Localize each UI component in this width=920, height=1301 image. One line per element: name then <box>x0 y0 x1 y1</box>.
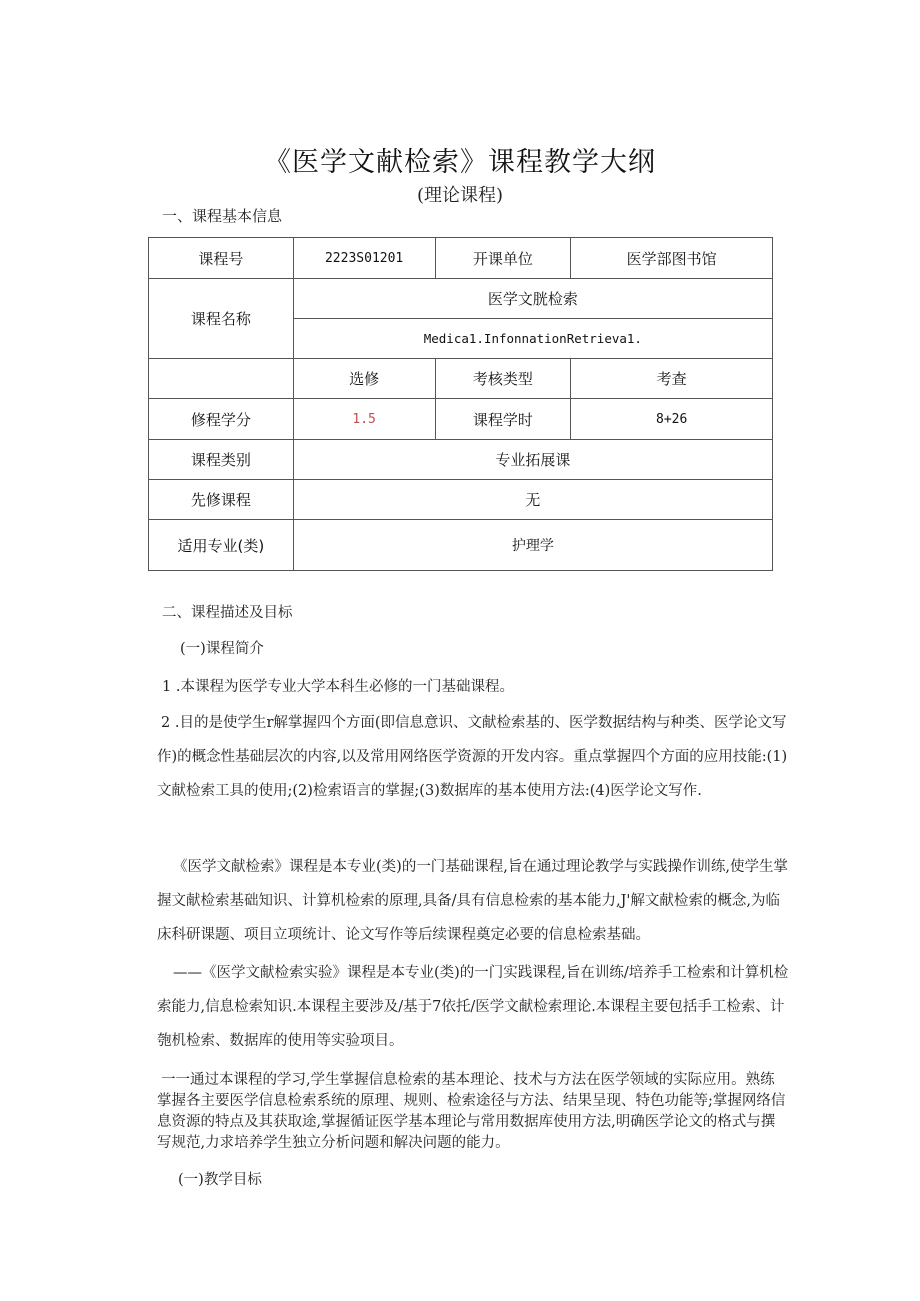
paragraph-1: 1 .本课程为医学专业大学本科生必修的一门基础课程。 <box>162 679 514 695</box>
table-row <box>149 480 773 520</box>
prereq-value: 无 <box>293 480 772 520</box>
major-value: 护理学 <box>293 520 772 571</box>
exam-type-value: 考查 <box>571 359 773 399</box>
table-row <box>149 359 773 399</box>
table-row <box>149 520 773 571</box>
paragraph-3: 《医学文献检索》课程是本专业(类)的一门基础课程,旨在通过理论教学与实践操作训练,使学生掌握文献检索基础知识、计算机检索的原理,具备/具有信息检索的基本能力,J'解文献检索的概念,为临床科研课题、项目立项统计、论文写作等后续课程奠定必要的信息检索基础。 <box>157 859 789 943</box>
category-value: 专业拓展课 <box>293 440 772 480</box>
section-heading-description: 二、课程描述及目标 <box>162 605 293 621</box>
course-no-value: 2223S01201 <box>293 238 435 279</box>
exam-type-label: 考核类型 <box>435 359 571 399</box>
doc-subtitle: (理论课程) <box>416 185 504 206</box>
empty-cell <box>149 359 294 399</box>
prereq-label: 先修课程 <box>149 480 294 520</box>
paragraph-2: 2 .目的是使学生r解掌握四个方面(即信息意识、文献检索基的、医学数据结构与种类、医学论文写作)的概念性基础层次的内容,以及常用网络医学资源的开发内容。重点掌握四个方面的应用技能:(1)文献检索工具的使用;(2)检索语言的掌握;(3)数据库的基本使用方法:(4)医学论文写作. <box>157 715 788 799</box>
hours-value: 8+26 <box>571 399 773 440</box>
credits-label: 修程学分 <box>149 399 294 440</box>
subsection-heading-intro: (一)课程简介 <box>180 641 264 657</box>
subsection-heading-objectives: (一)教学目标 <box>178 1172 262 1188</box>
course-name-cn: 医学文胱检索 <box>293 279 772 319</box>
paragraph-5: 一一通过本课程的学习,学生掌握信息检索的基本理论、技术与方法在医学领域的实际应用。熟练掌握各主要医学信息检索系统的原理、规则、检索途径与方法、结果呈现、特色功能等;掌握网络信息资源的特点及其获取途,掌握循证医学基本理论与常用数据库使用方法,明确医学论文的格式与撰写规范,力求培养学生独立分析问题和解决问题的能力。 <box>157 1072 786 1151</box>
course-no-label: 课程号 <box>149 238 294 279</box>
unit-label: 开课单位 <box>435 238 571 279</box>
table-row <box>149 279 773 319</box>
table-row <box>149 440 773 480</box>
major-label: 适用专业(类) <box>149 520 294 571</box>
course-name-label: 课程名称 <box>149 279 294 359</box>
hours-label: 课程学时 <box>435 399 571 440</box>
paragraph-4: ——《医学文献检索实验》课程是本专业(类)的一门实践课程,旨在训练/培养手工检索和计算机检索能力,信息检索知识.本课程主要涉及/基于7依托/医学文献检索理论.本课程主要包括手工检索、计匏机检索、数据库的使用等实验项目。 <box>157 965 789 1049</box>
category-label: 课程类别 <box>149 440 294 480</box>
table-row <box>149 238 773 279</box>
unit-value: 医学部图书馆 <box>571 238 773 279</box>
course-info-table <box>148 237 773 571</box>
credits-value: 1.5 <box>293 399 435 440</box>
section-heading-basic-info: 一、课程基本信息 <box>162 207 283 225</box>
doc-title: 《医学文献检索》课程教学大纲 <box>264 147 656 178</box>
table-row <box>149 399 773 440</box>
course-name-en: Medica1.InfonnationRetrieva1. <box>293 319 772 359</box>
course-nature-value: 选修 <box>293 359 435 399</box>
